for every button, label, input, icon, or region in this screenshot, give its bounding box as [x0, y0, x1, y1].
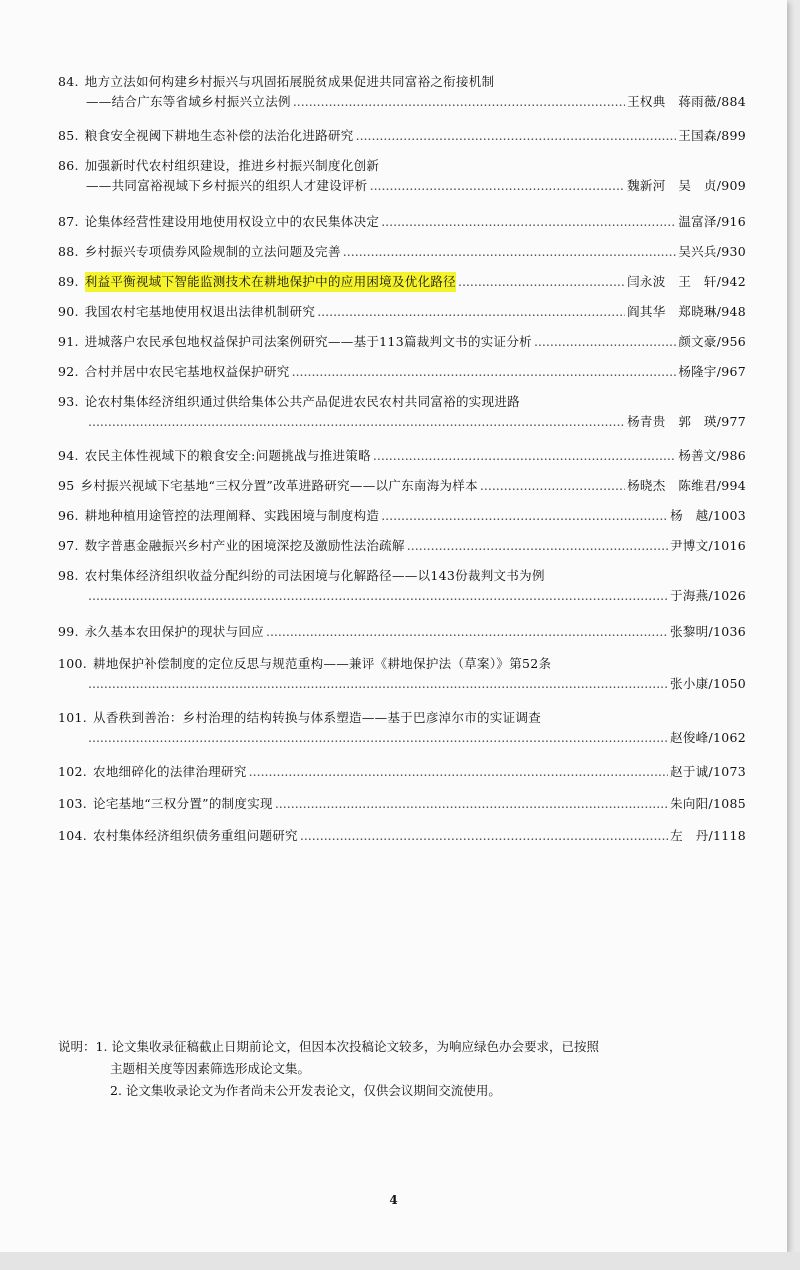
toc-entry-subline [58, 586, 746, 606]
toc-entry [58, 156, 746, 196]
dot-leader [249, 762, 668, 782]
dot-leader [534, 332, 676, 352]
notes-label: 说明： [58, 1039, 96, 1054]
entry-authors-page: 阎其华 郑晓琳/948 [627, 304, 746, 319]
toc-entry-subline [58, 176, 746, 196]
entry-number: 96. [58, 508, 79, 523]
note-text: 论文集收录论文为作者尚未公开发表论文，仅供会议期间交流使用。 [125, 1083, 501, 1098]
entry-title: 论农村集体经济组织通过供给集体公共产品促进农民农村共同富裕的实现进路 [84, 394, 520, 409]
note-text: 论文集收录征稿截止日期前论文，但因本次投稿论文较多，为响应绿色办会要求，已按照 [111, 1039, 599, 1054]
entry-authors-page: 尹博文/1016 [670, 538, 746, 553]
entry-number: 104. [58, 828, 88, 843]
toc-entry-line [58, 566, 746, 586]
dot-leader [88, 412, 625, 432]
entry-authors-page: 张黎明/1036 [670, 624, 746, 639]
entry-title: 乡村振兴专项债券风险规制的立法问题及完善 [84, 244, 341, 259]
entry-number: 92. [58, 364, 79, 379]
dot-leader [88, 728, 668, 748]
toc-entry-line [58, 392, 746, 412]
entry-title: 农村集体经济组织债务重组问题研究 [93, 828, 298, 843]
dot-leader [458, 272, 625, 292]
entry-title: 论宅基地“三权分置”的制度实现 [93, 796, 273, 811]
entry-authors-page: 温富泽/916 [678, 214, 746, 229]
toc-entry-line [58, 506, 746, 526]
entry-authors-page: 王权典 蒋雨薇/884 [627, 94, 746, 109]
toc-entry [58, 362, 746, 382]
entry-title: 农村集体经济组织收益分配纠纷的司法困境与化解路径——以143份裁判文书为例 [84, 568, 545, 583]
entry-number: 95 [58, 478, 75, 493]
toc-entry-line [58, 762, 746, 782]
notes-section [58, 1036, 748, 1102]
entry-title: 合村并居中农民宅基地权益保护研究 [84, 364, 290, 379]
toc-entry-line [58, 156, 746, 176]
entry-authors-page: 左 丹/1118 [670, 828, 746, 843]
dot-leader [343, 242, 677, 262]
toc-entry [58, 826, 746, 846]
dot-leader [293, 92, 625, 112]
entry-number: 87. [58, 214, 79, 229]
note-number: 2. [110, 1083, 122, 1098]
entry-title: 乡村振兴视域下宅基地“三权分置”改革进路研究——以广东南海为样本 [80, 478, 478, 493]
entry-authors-page: 王国森/899 [678, 128, 746, 143]
dot-leader [480, 476, 625, 496]
toc-entry-line [58, 476, 746, 496]
toc-entry [58, 566, 746, 606]
dot-leader [370, 176, 626, 196]
toc-entry [58, 506, 746, 526]
dot-leader [88, 586, 668, 606]
entry-number: 90. [58, 304, 79, 319]
entry-title: 永久基本农田保护的现状与回应 [84, 624, 264, 639]
dot-leader [381, 212, 676, 232]
entry-authors-page: 杨晓杰 陈维君/994 [627, 478, 746, 493]
entry-number: 102. [58, 764, 88, 779]
table-of-contents [58, 62, 746, 846]
toc-entry [58, 708, 746, 748]
note-number: 1. [95, 1039, 108, 1054]
entry-authors-page: 杨青贵 郭 瑛/977 [627, 414, 746, 429]
entry-title: 加强新时代农村组织建设，推进乡村振兴制度化创新 [84, 158, 380, 173]
toc-entry-subline [58, 674, 746, 694]
dot-leader [317, 302, 625, 322]
toc-entry [58, 302, 746, 322]
toc-entry-line [58, 654, 746, 674]
toc-entry-line [58, 362, 746, 382]
dot-leader [356, 126, 677, 146]
dot-leader [88, 674, 668, 694]
entry-authors-page: 吴兴兵/930 [678, 244, 746, 259]
entry-authors-page: 杨隆宇/967 [678, 364, 746, 379]
toc-entry-line [58, 446, 746, 466]
note-continuation: 主题相关度等因素筛选形成论文集。 [110, 1061, 311, 1076]
entry-authors-page: 闫永波 王 轩/942 [627, 274, 746, 289]
toc-entry [58, 242, 746, 262]
dot-leader [381, 506, 668, 526]
entry-authors-page: 杨 越/1003 [670, 508, 746, 523]
dot-leader [275, 794, 668, 814]
entry-number: 103. [58, 796, 88, 811]
toc-entry [58, 622, 746, 642]
toc-entry-line [58, 72, 746, 92]
entry-number: 99. [58, 624, 79, 639]
entry-authors-page: 杨善文/986 [678, 448, 746, 463]
toc-entry [58, 446, 746, 466]
entry-number: 97. [58, 538, 79, 553]
entry-title: 论集体经营性建设用地使用权设立中的农民集体决定 [84, 214, 380, 229]
entry-number: 91. [58, 334, 79, 349]
dot-leader [292, 362, 677, 382]
entry-number: 100. [58, 656, 88, 671]
entry-number: 101. [58, 710, 88, 725]
toc-entry [58, 72, 746, 112]
toc-entry-subline [58, 92, 746, 112]
entry-title: 地方立法如何构建乡村振兴与巩固拓展脱贫成果促进共同富裕之衔接机制 [84, 74, 495, 89]
toc-entry [58, 272, 746, 292]
entry-number: 85. [58, 128, 79, 143]
entry-number: 88. [58, 244, 79, 259]
entry-title: 耕地保护补偿制度的定位反思与规范重构——兼评《耕地保护法（草案）》第52条 [93, 656, 552, 671]
dot-leader [266, 622, 668, 642]
entry-authors-page: 于海燕/1026 [670, 588, 746, 603]
toc-entry-line [58, 536, 746, 556]
toc-entry-line [58, 708, 746, 728]
toc-entry-line [58, 826, 746, 846]
entry-number: 86. [58, 158, 79, 173]
entry-title: 从香秩到善治：乡村治理的结构转换与体系塑造——基于巴彦淖尔市的实证调查 [93, 710, 542, 725]
toc-entry [58, 212, 746, 232]
dot-leader [300, 826, 668, 846]
toc-entry-line [58, 622, 746, 642]
toc-entry-line [58, 794, 746, 814]
entry-authors-page: 朱向阳/1085 [670, 796, 746, 811]
toc-entry-line [58, 332, 746, 352]
toc-entry-subline [58, 412, 746, 432]
toc-entry-line [58, 126, 746, 146]
entry-title: 粮食安全视阈下耕地生态补偿的法治化进路研究 [84, 128, 354, 143]
entry-title: ——结合广东等省域乡村振兴立法例 [86, 94, 291, 109]
note-item-2 [58, 1080, 748, 1102]
entry-title: 进城落户农民承包地权益保护司法案例研究——基于113篇裁判文书的实证分析 [84, 334, 532, 349]
toc-entry [58, 476, 746, 496]
dot-leader [407, 536, 668, 556]
entry-title: 农民主体性视域下的粮食安全:问题挑战与推进策略 [84, 448, 371, 463]
toc-entry-line [58, 212, 746, 232]
dot-leader [373, 446, 676, 466]
entry-title: 农地细碎化的法律治理研究 [93, 764, 247, 779]
entry-title: 我国农村宅基地使用权退出法律机制研究 [84, 304, 316, 319]
entry-authors-page: 张小康/1050 [670, 676, 746, 691]
toc-entry [58, 794, 746, 814]
entry-number: 98. [58, 568, 79, 583]
toc-entry [58, 392, 746, 432]
toc-entry-line [58, 272, 746, 292]
toc-entry [58, 126, 746, 146]
toc-entry [58, 332, 746, 352]
toc-entry [58, 536, 746, 556]
entry-authors-page: 赵于诚/1073 [670, 764, 746, 779]
entry-number: 93. [58, 394, 79, 409]
entry-title: ——共同富裕视域下乡村振兴的组织人才建设评析 [86, 178, 368, 193]
toc-entry-line [58, 242, 746, 262]
entry-authors-page: 赵俊峰/1062 [670, 730, 746, 745]
entry-number: 89. [58, 274, 79, 289]
page-number: 4 [389, 1193, 398, 1207]
note-item-1 [58, 1036, 748, 1058]
toc-entry [58, 654, 746, 694]
toc-entry-line [58, 302, 746, 322]
entry-authors-page: 魏新河 吴 贞/909 [627, 178, 746, 193]
highlighted-entry-title: 利益平衡视域下智能监测技术在耕地保护中的应用困境及优化路径 [85, 272, 456, 292]
viewer-bottom-edge [0, 1252, 800, 1270]
entry-authors-page: 颜文豪/956 [678, 334, 746, 349]
toc-entry [58, 762, 746, 782]
entry-title: 数字普惠金融振兴乡村产业的困境深挖及激励性法治疏解 [84, 538, 405, 553]
entry-title: 耕地种植用途管控的法理阐释、实践困境与制度构造 [84, 508, 380, 523]
entry-number: 84. [58, 74, 79, 89]
toc-entry-subline [58, 728, 746, 748]
entry-number: 94. [58, 448, 79, 463]
